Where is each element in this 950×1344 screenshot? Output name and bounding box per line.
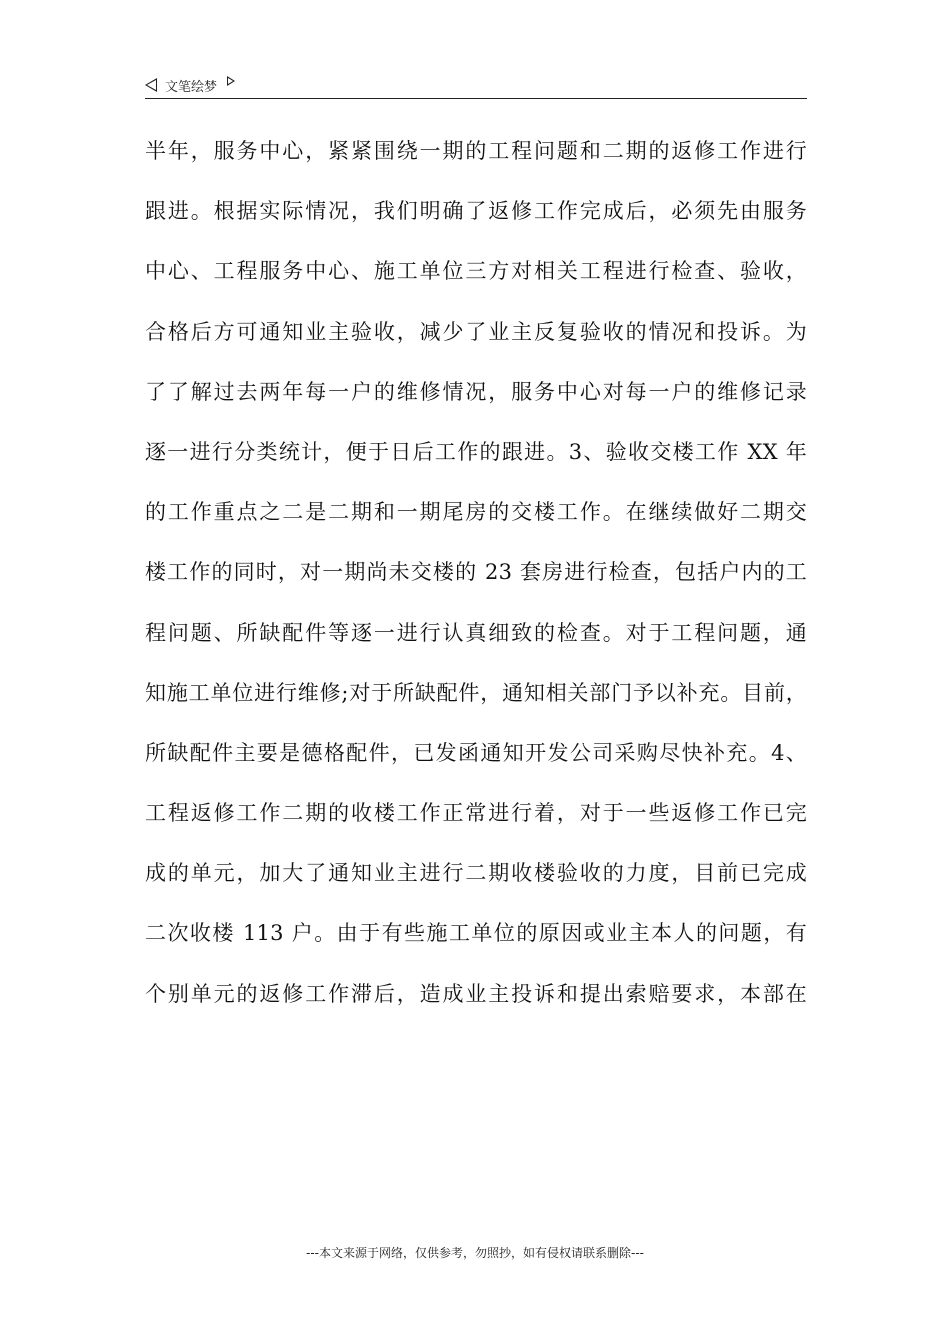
- body-line: 所缺配件主要是德格配件，已发函通知开发公司采购尽快补充。4、: [145, 740, 807, 765]
- body-line: 逐一进行分类统计，便于日后工作的跟进。3、验收交楼工作 XX 年: [145, 439, 807, 464]
- body-line: 楼工作的同时，对一期尚未交楼的 23 套房进行检查，包括户内的工: [145, 560, 807, 585]
- body-line: 的工作重点之二是二期和一期尾房的交楼工作。在继续做好二期交: [145, 500, 807, 525]
- body-line: 中心、工程服务中心、施工单位三方对相关工程进行检查、验收，: [145, 259, 807, 284]
- body-line: 成的单元，加大了通知业主进行二期收楼验收的力度，目前已完成: [145, 861, 807, 886]
- triangle-right-outline-icon: [227, 76, 235, 86]
- body-line: 程问题、所缺配件等逐一进行认真细致的检查。对于工程问题，通: [145, 620, 807, 645]
- body-line: 个别单元的返修工作滞后，造成业主投诉和提出索赔要求，本部在: [145, 981, 807, 1006]
- body-line: 二次收楼 113 户。由于有些施工单位的原因或业主本人的问题，有: [145, 921, 807, 946]
- document-body: [145, 126, 807, 1029]
- footer-notice: ---本文来源于网络，仅供参考，勿照抄，如有侵权请联系删除---: [306, 1246, 644, 1260]
- body-line: 工程返修工作二期的收楼工作正常进行着，对于一些返修工作已完: [145, 801, 807, 826]
- body-line: 半年，服务中心，紧紧围绕一期的工程问题和二期的返修工作进行: [145, 139, 807, 163]
- triangle-left-outline-icon: [145, 78, 157, 92]
- body-line: 跟进。根据实际情况，我们明确了返修工作完成后，必须先由服务: [145, 199, 807, 224]
- page-header: [145, 72, 807, 99]
- body-line: 合格后方可通知业主验收，减少了业主反复验收的情况和投诉。为: [145, 319, 807, 344]
- header-title: 文笔绘梦: [165, 79, 218, 95]
- body-line: 了了解过去两年每一户的维修情况，服务中心对每一户的维修记录: [145, 379, 807, 404]
- body-line: 知施工单位进行维修;对于所缺配件，通知相关部门予以补充。目前，: [145, 680, 807, 705]
